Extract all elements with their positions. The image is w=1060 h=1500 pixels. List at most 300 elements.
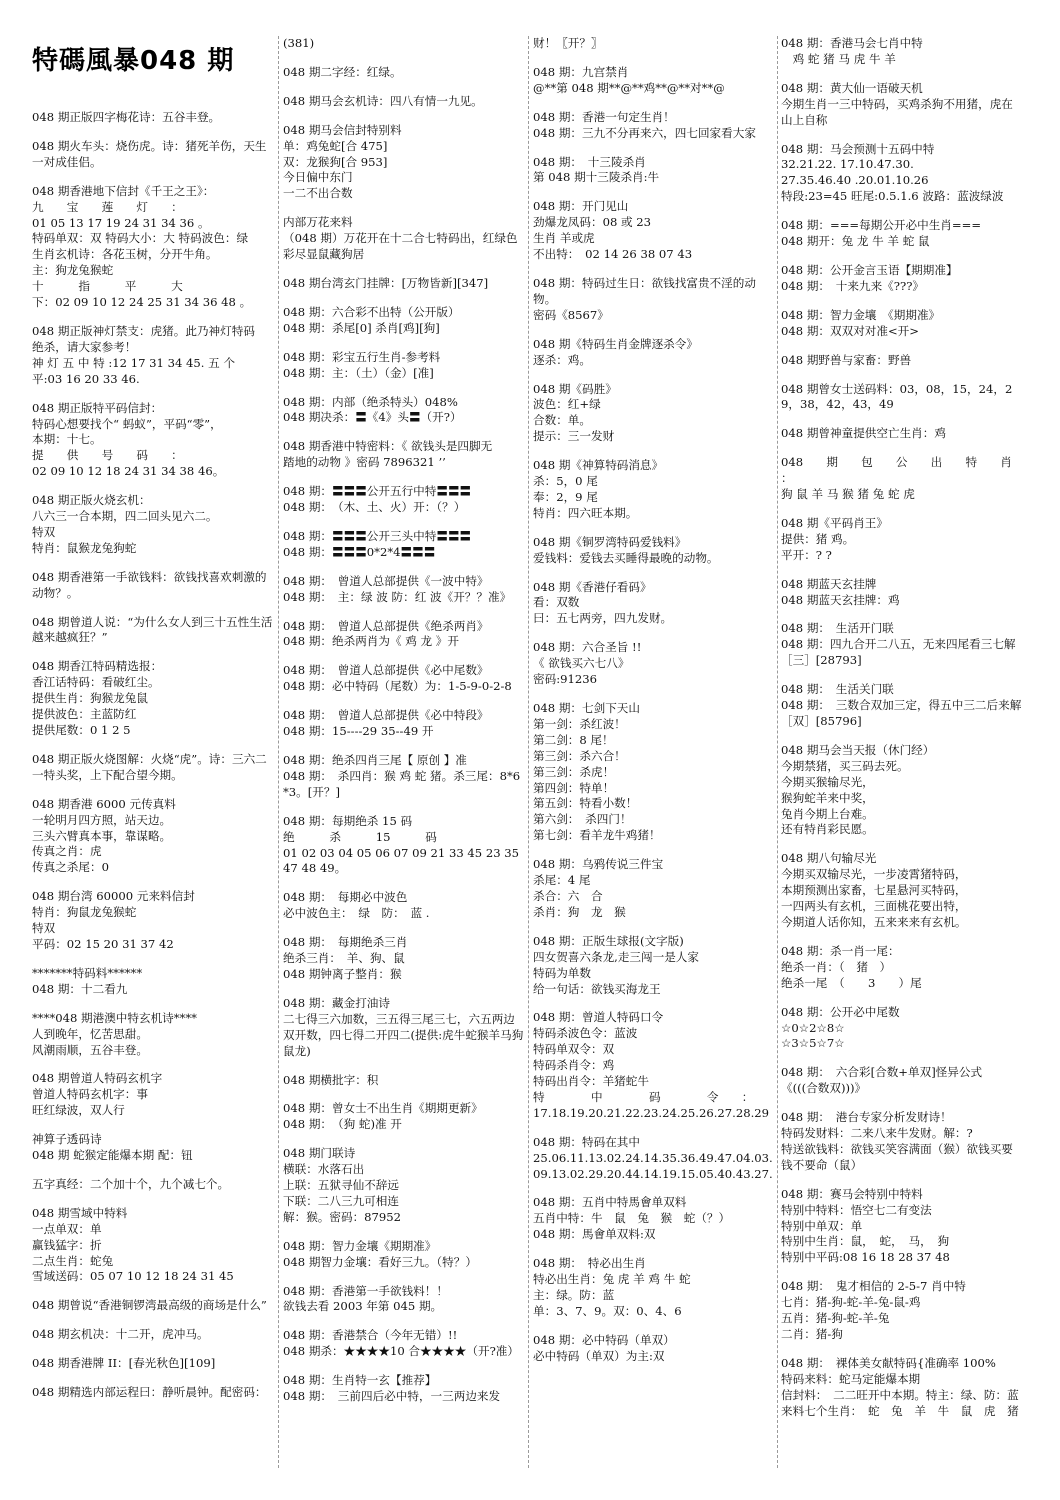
text-line: 特码杀肖令：鸡	[533, 1058, 615, 1073]
text-block	[283, 350, 525, 382]
text-line: 主：狗龙兔猴蛇	[32, 263, 114, 278]
text-line: 048 期香港牌 II：[春光秋色][109]	[32, 1356, 216, 1371]
text-line: 给一句话：欲钱买海龙王	[533, 981, 661, 996]
text-block	[32, 1177, 275, 1193]
text-line: 下：02 09 10 12 24 25 31 34 36 48 。	[32, 295, 252, 310]
text-line: 旺红绿波，双人行	[32, 1103, 125, 1118]
text-line: 平:03 16 20 33 46.	[32, 371, 140, 386]
column-divider	[777, 36, 778, 1468]
text-block	[283, 1101, 525, 1133]
text-line: 传真之肖：虎	[32, 844, 102, 859]
text-line: 今日偏中东门	[283, 170, 353, 185]
text-line: 特别中特料：悟空七二有变法	[781, 1202, 932, 1217]
text-block	[32, 1385, 275, 1401]
text-line: 绝杀三肖： 羊、狗、鼠	[283, 951, 405, 966]
text-line: 048 期： 曾道人总部提供《绝杀两肖》	[283, 618, 489, 633]
text-block	[283, 215, 525, 263]
text-line: 上联：五狱寻仙不辞远	[283, 1178, 399, 1193]
text-line: ☆3☆5☆7☆	[781, 1036, 845, 1051]
text-block	[781, 516, 1024, 564]
text-line: 踏地的动物 》密码 7896321 ’’	[283, 455, 446, 470]
text-line: 《(((合数双)))》	[781, 1081, 867, 1096]
text-block	[283, 1239, 525, 1271]
text-block	[781, 1279, 1024, 1343]
text-line: 048 期： 裸体美女献特码{准确率 100%	[781, 1355, 996, 1370]
text-line: 048 期《码胜》	[533, 381, 617, 396]
text-block	[533, 155, 776, 187]
text-line: 048 期： 曾道人总部提供《必中尾数》	[283, 663, 489, 678]
text-block	[32, 1298, 275, 1314]
text-line: 048 期：黄大仙一语破天机	[781, 80, 923, 95]
text-line: 第三剑：杀虎！	[533, 764, 615, 779]
text-line: 048 期正版特平码信封：	[32, 400, 163, 415]
text-line: 生肖玄机诗：各花玉树，分开牛角。	[32, 247, 218, 262]
text-line: 四女贺喜六条龙,走三闯一是人家	[533, 949, 699, 964]
text-line: 财！〖开？〗	[533, 36, 603, 50]
text-line: 特码心想要找个“ 蚂蚁”，平码“零”，	[32, 416, 222, 431]
text-line: 提供尾数：0 1 2 5	[32, 723, 131, 737]
text-line: 048 期：藏金打油诗	[283, 995, 390, 1010]
text-block	[283, 1373, 525, 1405]
text-line: 048 期：四九合开二八五，无来四尾看三七解［三］[28793]	[781, 637, 1016, 668]
text-block	[32, 797, 275, 877]
text-line: 一四两头有玄机，三面桃花要出特，	[781, 899, 967, 914]
text-block	[32, 570, 275, 602]
text-line: 048 期：杀尾[0] 杀肖[鸡][狗]	[283, 320, 440, 335]
text-block	[781, 353, 1024, 369]
text-line: 048 期：特码在其中	[533, 1134, 640, 1149]
text-line: 048 期台湾玄门挂牌：[万物皆新][347]	[283, 275, 489, 290]
text-line: 第一剑：杀红波！	[533, 716, 626, 731]
text-block	[32, 889, 275, 953]
text-line: 杀合：六 合	[533, 888, 603, 903]
column-1	[32, 110, 275, 1414]
text-line: 八六三一合本期，四二回头见六二。	[32, 509, 218, 524]
text-line: 特码发财料：二来八来牛发财。解：?	[781, 1126, 973, 1141]
text-line: 048 期曾女士送码料：03，08，15，24，29，38，42，43，49	[781, 381, 1013, 412]
text-block	[781, 1187, 1024, 1267]
text-block	[32, 1356, 275, 1372]
text-line: 048 期： 十三陵杀肖	[533, 154, 646, 169]
text-line: 048 期开：兔 龙 牛 羊 蛇 鼠	[781, 234, 930, 249]
text-line: （048 期）万花开在十二合七特码出，红绿色彩尽显鼠藏狗居	[283, 231, 518, 262]
text-block	[283, 814, 525, 878]
text-line: 特码单双令：双	[533, 1042, 615, 1057]
text-line: *******特码料******	[32, 965, 143, 980]
text-block	[781, 308, 1024, 340]
text-block	[283, 1073, 525, 1089]
text-line: 25.06.11.13.02.24.14.35.36.49.47.04.03.	[533, 1150, 773, 1165]
text-line: 合数：单。	[533, 413, 591, 428]
text-line: 第六剑： 杀四门！	[533, 812, 632, 827]
text-block	[781, 851, 1024, 931]
text-line: 048 期： 特必出生肖	[533, 1256, 646, 1271]
text-line: 绝杀，请大家参考！	[32, 339, 137, 354]
text-line: 048 期曾道人说：“为什么女人到三十五性生活越来越疯狂？”	[32, 614, 273, 645]
text-line: 神算子透码诗	[32, 1132, 102, 1147]
text-line: 048 期火车头：烧伤虎。诗：猪死羊伤，天生一对成佳侣。	[32, 138, 267, 169]
text-line: 048 期 包 公 出 特 肖 ：	[781, 455, 1036, 486]
text-line: 特别中单双：单	[781, 1218, 863, 1233]
text-block	[283, 708, 525, 740]
text-line: 下联：二八三九可相连	[283, 1193, 399, 1208]
text-block	[781, 142, 1024, 206]
text-line: 048 期： 六合彩[合数+单双]怪异公式	[781, 1065, 983, 1080]
text-line: 27.35.46.40 .20.01.10.26	[781, 173, 929, 188]
text-line: 048 期：每期绝杀 15 码	[283, 813, 413, 828]
text-block	[533, 535, 776, 567]
text-line: 048 期： （狗 蛇)准 开	[283, 1117, 402, 1132]
text-block	[283, 663, 525, 695]
text-line: 香江话特码：看破红尘。	[32, 675, 160, 690]
text-block	[283, 890, 525, 922]
text-block	[781, 743, 1024, 838]
text-block	[283, 305, 525, 337]
text-line: 信封料： 二二旺开中本期。特主：绿、防：蓝	[781, 1387, 1019, 1402]
text-line: 048 期正版四字梅花诗：五谷丰登。	[32, 110, 221, 124]
text-line: 传真之杀尾：0	[32, 860, 109, 875]
text-line: 不出特： 02 14 26 38 07 43	[533, 247, 693, 262]
text-line: 048 期《铜罗湾特码爱钱料》	[533, 534, 687, 549]
text-line: 048 期：乌鸦传说三件宝	[533, 857, 664, 872]
text-line: 特 中 码 令 ：	[533, 1089, 754, 1104]
text-line: 048 期：十二看九	[32, 981, 128, 996]
text-block	[283, 996, 525, 1060]
text-line: 提供：猪 鸡。	[781, 531, 855, 546]
column-2	[283, 36, 525, 1418]
text-line: 特码单双：双 特码大小：大 特码波色：绿	[32, 231, 249, 246]
text-line: 杀：5，0 尾	[533, 474, 598, 489]
text-line: 048 期 蛇猴定能爆本期 配：钮	[32, 1148, 193, 1163]
text-block	[533, 199, 776, 263]
text-block	[533, 701, 776, 844]
text-line: 劲爆龙凤码：08 或 23	[533, 215, 652, 230]
page-title: 特碼風暴048 期	[32, 46, 235, 76]
text-block	[32, 752, 275, 784]
text-line: 一轮明月四方照，站天边。	[32, 812, 172, 827]
text-line: 一二不出合数	[283, 186, 353, 201]
text-line: 来料七个生肖： 蛇 兔 羊 牛 鼠 虎 猪	[781, 1403, 1019, 1418]
text-line: 048 期：===每期公开必中生肖===	[781, 218, 982, 233]
text-line: 《 欲钱买六七八》	[533, 656, 630, 671]
text-block	[283, 439, 525, 471]
text-line: 048 期二字经：红绿。	[283, 64, 402, 79]
text-line: 杀肖：狗 龙 猴	[533, 904, 626, 919]
text-line: 048 期：绝杀四肖三尾【 原创 】准	[283, 753, 467, 767]
text-block	[781, 36, 1024, 68]
text-line: 048 期：主：（土）（金）[准]	[283, 365, 434, 380]
text-line: 048 期：六合圣旨 !!	[533, 640, 642, 655]
text-line: 048 期： 生活关门联	[781, 682, 894, 697]
text-line: 三头六臂真本事，靠谋略。	[32, 828, 172, 843]
text-block	[32, 659, 275, 739]
text-line: 人到晚年，忆苦思甜。	[32, 1026, 148, 1041]
text-line: 特肖：狗鼠龙兔猴蛇	[32, 905, 137, 920]
text-line: 十 指 平 大	[32, 279, 183, 294]
text-line: 提供生肖：狗猴龙兔鼠	[32, 691, 148, 706]
text-block	[533, 934, 776, 998]
text-line: 32.21.22. 17.10.47.30.	[781, 157, 914, 172]
text-line: 平开：? ?	[781, 547, 832, 562]
text-block	[283, 1284, 525, 1316]
text-line: 特码为单数	[533, 965, 591, 980]
text-line: 048 期：三九不分再来六，四七回家看大家	[533, 125, 756, 140]
text-line: 第 048 期十三陵杀肖:牛	[533, 170, 660, 185]
text-block	[283, 1146, 525, 1226]
text-line: 二肖：猪-狗	[781, 1327, 843, 1341]
text-line: 特双	[32, 921, 56, 936]
text-line: 048 期：内部（绝杀特头）048%	[283, 394, 458, 409]
text-block	[533, 458, 776, 522]
text-line: 逐杀：鸡。	[533, 352, 591, 367]
text-line: 048 期： （木、土、火）开：（？）	[283, 500, 466, 515]
text-line: 单：3、7、9。双：0、4、6	[533, 1303, 682, 1318]
text-line: 神 灯 五 中 特 :12 17 31 34 45. 五 个	[32, 355, 236, 370]
text-block	[781, 382, 1024, 414]
text-block	[32, 1206, 275, 1286]
text-block	[283, 529, 525, 561]
text-line: 048 期香港 6000 元传真料	[32, 796, 176, 811]
text-line: 密码《8567》	[533, 307, 609, 322]
text-line: 鸡 蛇 猪 马 虎 牛 羊	[781, 51, 896, 66]
text-line: 048 期台湾 60000 元来料信封	[32, 889, 195, 904]
text-line: 欲钱去看 2003 年第 045 期。	[283, 1299, 443, 1314]
text-line: 雪域送码：05 07 10 12 18 24 31 45	[32, 1269, 234, 1284]
text-line: 048 期： 十来九来《???》	[781, 278, 925, 293]
text-block	[781, 81, 1024, 129]
text-line: 048 期：必中特码（尾数）为：1-5-9-0-2-8	[283, 679, 512, 694]
text-line: 048 期：正版生球报(文字版)	[533, 933, 684, 948]
text-line: 今期禁猪，买三码去死。	[781, 758, 909, 773]
text-block	[533, 276, 776, 324]
text-block	[533, 110, 776, 142]
text-line: @**第 048 期**@**鸡**@**对**@	[533, 80, 725, 95]
text-line: 048 期曾说“香港铜锣湾最高级的商场是什么”	[32, 1298, 267, 1313]
text-line: 048 期： 生活开门联	[781, 621, 894, 636]
text-line: 今期买猴输尽光，	[781, 774, 874, 789]
text-line: 048 期香江特码精选报：	[32, 659, 163, 674]
text-line: 048 期： 鬼才相信的 2-5-7 肖中特	[781, 1279, 966, 1294]
text-line: 本期预测出家畜，七星悬河买特码，	[781, 883, 967, 898]
text-line: 048 期野兽与家畜：野兽	[781, 352, 912, 367]
text-line: 还有特肖彩民愿。	[781, 822, 874, 837]
column-3	[533, 36, 776, 1378]
text-line: 必中特码（单双）为主:双	[533, 1348, 665, 1363]
text-block	[533, 640, 776, 688]
text-line: 048 期： 三数合双加三定，得五中三二后来解［双］[85796]	[781, 698, 1022, 728]
text-line: 杀尾：4 尾	[533, 873, 591, 888]
text-block	[283, 123, 525, 203]
text-block	[283, 276, 525, 292]
text-line: 048 期：曾女士不出生肖《期期更新》	[283, 1101, 483, 1116]
text-line: 048 期正版神灯禁支：虎猪。此乃神灯特码	[32, 323, 255, 338]
text-line: 048 期蓝天玄挂牌	[781, 576, 877, 591]
text-line: 今期买双输尽光，一步凌霄猪特码，	[781, 867, 967, 882]
text-line: 048 期：杀一肖一尾：	[781, 943, 900, 958]
text-line: 048 期：15----29 35--49 开	[283, 724, 434, 739]
text-line: 048 期马会信封特别料	[283, 122, 402, 137]
text-line: 048 期《神算特码消息》	[533, 458, 664, 473]
text-line: 048 期香港中特密料：《 欲钱头是四脚无	[283, 439, 493, 454]
text-line: 048 期雪域中特料	[32, 1205, 128, 1220]
text-block	[781, 944, 1024, 992]
column-4	[781, 36, 1036, 1433]
text-line: 一点单双：单	[32, 1221, 102, 1236]
text-line: (381)	[283, 36, 315, 50]
text-line: 绝杀一尾 （ 3 ）尾	[781, 975, 922, 990]
text-line: 048 期：曾道人特码口令	[533, 1010, 664, 1025]
text-line: 密码:91236	[533, 672, 597, 687]
column-divider	[528, 36, 529, 1468]
text-line: 猴狗蛇羊来中奖，	[781, 790, 874, 805]
text-block	[533, 337, 776, 369]
text-line: 048 期八句输尽光	[781, 851, 877, 866]
text-block	[781, 263, 1024, 295]
text-line: 048 期智力金壤：看好三九。（特？）	[283, 1254, 477, 1269]
text-block	[283, 65, 525, 81]
text-line: 048 期：香港马会七肖中特	[781, 36, 923, 50]
text-block	[283, 753, 525, 801]
text-block	[283, 484, 525, 516]
text-block	[283, 619, 525, 651]
text-line: 特送欲钱料：欲钱买笑容满面（猴）欲钱买要钱不要命（鼠）	[781, 1141, 1013, 1172]
text-block	[32, 110, 275, 126]
text-line: 17.18.19.20.21.22.23.24.25.26.27.28.29	[533, 1105, 770, 1120]
text-line: 第七剑：看羊龙牛鸡猪！	[533, 828, 661, 843]
text-line: 048 期香港第一手欲钱料：欲钱找喜欢刺激的动物？。	[32, 569, 267, 600]
text-line: 048 期精选内部运程曰：静听晨钟。配密码：	[32, 1385, 267, 1400]
text-line: 二七得三六加数，三五得三尾三七，六五两边双开数，四七得二开四二(提供:虎牛蛇猴羊马狗鼠龙)	[283, 1011, 524, 1058]
text-line: 本期：十七。	[32, 432, 102, 447]
text-line: 048 期玄机决：十二开，虎冲马。	[32, 1327, 209, 1342]
text-line: 048 期：赛马会特别中特料	[781, 1186, 923, 1201]
text-block	[533, 65, 776, 97]
text-line: 048 期：五肖中特馬會单双料	[533, 1195, 687, 1210]
text-block	[533, 382, 776, 446]
text-line: 平码：02 15 20 31 37 42	[32, 936, 174, 951]
text-line: 048 期：智力金壤 《期期准》	[781, 307, 941, 322]
text-block	[781, 455, 1036, 503]
text-line: 特码出肖令：羊猪蛇牛	[533, 1074, 649, 1089]
text-line: 048 期蓝天玄挂牌：鸡	[781, 592, 900, 607]
text-line: 看：双数	[533, 595, 580, 610]
text-line: 五肖：猪-狗-蛇-羊-兔	[781, 1311, 890, 1326]
text-line: 内部万花来料	[283, 215, 353, 230]
text-line: 048 期： 港台专家分析发财诗！	[781, 1110, 952, 1125]
text-line: 七肖：猪-狗-蛇-羊-兔-鼠-鸡	[781, 1295, 921, 1310]
text-line: 048 期：智力金壤《期期准》	[283, 1238, 437, 1253]
text-line: 今期道人话你知，五来来来有玄机。	[781, 914, 967, 929]
text-line: 048 期：彩宝五行生肖-参考料	[283, 349, 441, 364]
text-block	[533, 1333, 776, 1365]
text-line: 048 期：香港第一手欲钱料！！	[283, 1283, 448, 1298]
text-line: 048 期钟离子整肖：猴	[283, 966, 402, 981]
text-line: 兔肖今期上台难。	[781, 806, 874, 821]
text-line: 048 期：九宫禁肖	[533, 64, 629, 79]
text-line: 048 期决杀：〓《4》头〓（开?）	[283, 410, 462, 425]
text-line: 048 期正版火烧玄机：	[32, 493, 151, 508]
text-block	[283, 395, 525, 427]
text-block	[533, 36, 776, 52]
text-line: 048 期：公开必中尾数	[781, 1004, 900, 1019]
text-line: 生肖 羊或虎	[533, 231, 595, 246]
text-line: 特双	[32, 524, 56, 539]
text-block	[781, 1065, 1024, 1097]
text-line: 048 期：开门见山	[533, 199, 629, 214]
text-line: 048 期曾神童提供空亡生肖：鸡	[781, 426, 946, 441]
text-line: 奉：2，9 尾	[533, 489, 598, 504]
text-line: 波色：红+绿	[533, 397, 601, 412]
text-line: 特肖：鼠猴龙兔狗蛇	[32, 540, 137, 555]
text-line: 048 期：〓〓〓公开三头中特〓〓〓	[283, 528, 472, 543]
text-line: 048 期马会当天报（休门经）	[781, 742, 935, 757]
text-block	[533, 1195, 776, 1243]
text-line: 02 09 10 12 18 24 31 34 38 46。	[32, 464, 225, 479]
text-line: 曰：五七两旁，四九发财。	[533, 611, 673, 626]
text-line: 048 期：特码过生日：欲钱找富贵不淫的动物。	[533, 275, 756, 306]
text-block	[32, 401, 275, 481]
text-line: 特码来料：蛇马定能爆本期	[781, 1371, 921, 1386]
text-line: 提 供 号 码 ：	[32, 448, 183, 463]
text-line: 048 期： 曾道人总部提供《必中特段》	[283, 708, 489, 723]
text-line: 特段:23=45 旺尾:0.5.1.6 波路：蓝波绿波	[781, 189, 1004, 204]
text-line: 048 期： 三前四后必中特，一三两边来发	[283, 1389, 501, 1404]
text-line: 特肖：四六旺本期。	[533, 505, 638, 520]
text-line: 048 期：双双对对准<开>	[781, 323, 919, 338]
text-line: 048 期《平码肖王》	[781, 515, 888, 530]
text-block	[283, 36, 525, 52]
text-line: 048 期： 每期绝杀三肖	[283, 935, 408, 950]
text-line: 第二剑：8 尾！	[533, 732, 614, 747]
text-block	[283, 1328, 525, 1360]
text-line: 今期生肖一三中特码，买鸡杀狗不用猪，虎在山上自称	[781, 96, 1013, 127]
text-line: 048 期《特码生肖金牌逐杀令》	[533, 336, 698, 351]
text-block	[32, 139, 275, 171]
text-block	[32, 324, 275, 388]
text-line: 爱钱料：爱钱去买睡得最晚的动物。	[533, 550, 719, 565]
text-line: 048 期：马会预测十五码中特	[781, 141, 935, 156]
text-line: 绝杀一肖：（ 猪 ）	[781, 959, 892, 974]
text-line: 第四剑：特单！	[533, 780, 615, 795]
text-block	[32, 615, 275, 647]
text-line: ****048 期港澳中特玄机诗****	[32, 1010, 197, 1025]
text-line: 048 期：六合彩不出特（公开版）	[283, 304, 460, 319]
text-block	[781, 1356, 1024, 1420]
text-line: 048 期：〓〓〓0*2*4〓〓〓	[283, 544, 436, 559]
text-block	[32, 1132, 275, 1164]
text-block	[32, 493, 275, 557]
text-line: 048 期：馬會单双料:双	[533, 1227, 656, 1242]
text-line: 特码杀波色令：蓝波	[533, 1026, 638, 1041]
text-block	[32, 966, 275, 998]
text-line: 横联：水落石出	[283, 1162, 365, 1177]
text-line: 特别中生肖：鼠， 蛇， 马， 狗	[781, 1234, 950, 1249]
text-line: 048 期正版火烧图解：火烧“虎”。诗：三六二一特头奖，上下配合望今期。	[32, 751, 267, 782]
text-line: 048 期《香港仔看码》	[533, 579, 652, 594]
text-line: 五肖中特：牛 鼠 兔 猴 蛇（？）	[533, 1211, 731, 1226]
text-line: 风潮雨顺，五谷丰登。	[32, 1042, 148, 1057]
text-line: ☆0☆2☆8☆	[781, 1020, 845, 1035]
text-line: 二点生肖：蛇兔	[32, 1253, 114, 1268]
text-line: 单：鸡兔蛇[合 475]	[283, 138, 388, 153]
text-line: 048 期：七剑下天山	[533, 701, 640, 715]
text-line: 第五剑：特看小数！	[533, 796, 638, 811]
text-line: 第三剑：杀六合！	[533, 748, 626, 763]
text-block	[283, 94, 525, 110]
text-line: 提供波色：主蓝防红	[32, 707, 137, 722]
text-block	[32, 1327, 275, 1343]
text-block	[32, 184, 275, 311]
